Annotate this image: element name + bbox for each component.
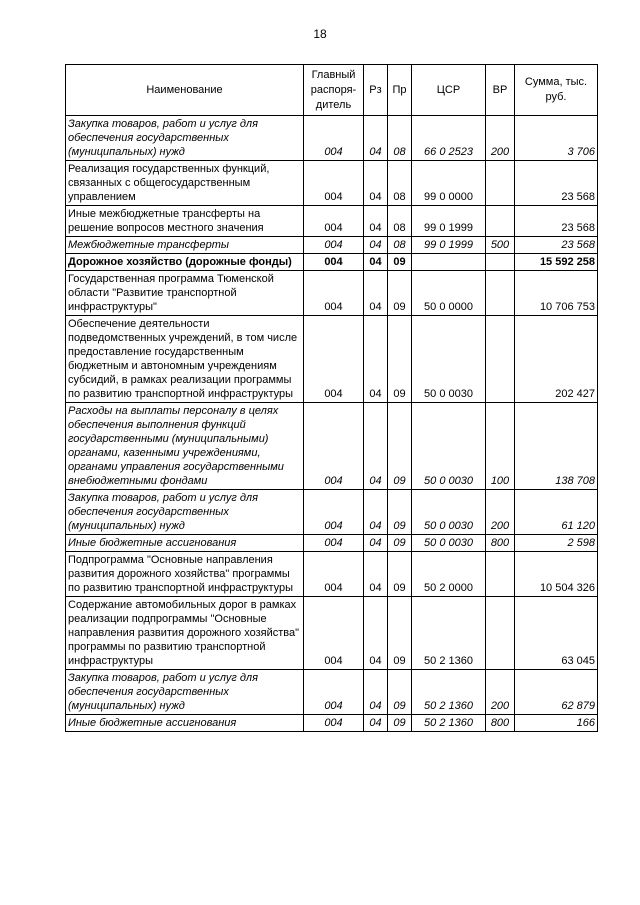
table-row (66, 403, 598, 490)
cell-rz: 04 (364, 715, 388, 732)
cell-name: Государственная программа Тюменской области "Развитие транспортной инфраструктуры" (66, 271, 304, 316)
cell-ministry: 004 (304, 715, 364, 732)
cell-ministry: 004 (304, 254, 364, 271)
cell-rz: 04 (364, 670, 388, 715)
cell-vr: 200 (486, 490, 515, 535)
cell-amount: 23 568 (515, 237, 598, 254)
cell-amount: 2 598 (515, 535, 598, 552)
cell-name: Закупка товаров, работ и услуг для обеспечения государственных (муниципальных) нужд (66, 670, 304, 715)
header-vr: ВР (486, 65, 515, 116)
cell-name: Иные бюджетные ассигнования (66, 715, 304, 732)
cell-csr: 50 0 0030 (412, 535, 486, 552)
header-csr: ЦСР (412, 65, 486, 116)
cell-vr (486, 552, 515, 597)
cell-rz: 04 (364, 161, 388, 206)
cell-vr: 800 (486, 715, 515, 732)
cell-csr: 99 0 1999 (412, 237, 486, 254)
table-row (66, 715, 598, 732)
cell-pr: 09 (388, 490, 412, 535)
cell-csr: 50 0 0030 (412, 490, 486, 535)
cell-csr: 50 2 1360 (412, 670, 486, 715)
cell-amount: 15 592 258 (515, 254, 598, 271)
cell-ministry: 004 (304, 597, 364, 670)
cell-vr: 800 (486, 535, 515, 552)
cell-amount: 62 879 (515, 670, 598, 715)
cell-vr: 500 (486, 237, 515, 254)
cell-rz: 04 (364, 597, 388, 670)
cell-rz: 04 (364, 237, 388, 254)
cell-pr: 09 (388, 535, 412, 552)
table-row (66, 271, 598, 316)
cell-pr: 08 (388, 206, 412, 237)
cell-csr: 50 2 1360 (412, 715, 486, 732)
cell-pr: 09 (388, 403, 412, 490)
cell-ministry: 004 (304, 535, 364, 552)
cell-pr: 08 (388, 116, 412, 161)
cell-csr: 50 2 1360 (412, 597, 486, 670)
cell-vr: 100 (486, 403, 515, 490)
cell-rz: 04 (364, 116, 388, 161)
cell-csr: 50 0 0030 (412, 403, 486, 490)
cell-rz: 04 (364, 403, 388, 490)
table-row (66, 254, 598, 271)
cell-name: Дорожное хозяйство (дорожные фонды) (66, 254, 304, 271)
cell-amount: 10 706 753 (515, 271, 598, 316)
cell-vr: 200 (486, 116, 515, 161)
cell-csr: 50 0 0000 (412, 271, 486, 316)
table-row (66, 552, 598, 597)
cell-name: Реализация государственных функций, связанных с общегосударственным управлением (66, 161, 304, 206)
cell-name: Подпрограмма "Основные направления развития дорожного хозяйства" программы по развитию транспортной инфраструктуры (66, 552, 304, 597)
budget-table (65, 64, 598, 732)
cell-amount: 23 568 (515, 161, 598, 206)
cell-ministry: 004 (304, 237, 364, 254)
cell-rz: 04 (364, 271, 388, 316)
table-row (66, 490, 598, 535)
cell-ministry: 004 (304, 403, 364, 490)
cell-name: Закупка товаров, работ и услуг для обеспечения государственных (муниципальных) нужд (66, 116, 304, 161)
cell-vr (486, 206, 515, 237)
cell-ministry: 004 (304, 116, 364, 161)
cell-rz: 04 (364, 316, 388, 403)
cell-vr (486, 254, 515, 271)
cell-pr: 09 (388, 670, 412, 715)
cell-amount: 3 706 (515, 116, 598, 161)
header-rz: Рз (364, 65, 388, 116)
cell-csr: 99 0 1999 (412, 206, 486, 237)
table-row (66, 670, 598, 715)
cell-name: Расходы на выплаты персоналу в целях обеспечения выполнения функций государственными (муниципальными) органами, казенными учреждениями, органами управления государственными внебюджетными фондами (66, 403, 304, 490)
cell-ministry: 004 (304, 552, 364, 597)
cell-pr: 09 (388, 715, 412, 732)
table-row (66, 116, 598, 161)
cell-name: Межбюджетные трансферты (66, 237, 304, 254)
cell-rz: 04 (364, 206, 388, 237)
cell-amount: 202 427 (515, 316, 598, 403)
page-number: 18 (313, 27, 327, 41)
cell-pr: 08 (388, 161, 412, 206)
cell-csr: 99 0 0000 (412, 161, 486, 206)
cell-amount: 138 708 (515, 403, 598, 490)
cell-csr: 66 0 2523 (412, 116, 486, 161)
cell-pr: 08 (388, 237, 412, 254)
cell-pr: 09 (388, 254, 412, 271)
table-row (66, 535, 598, 552)
header-pr: Пр (388, 65, 412, 116)
cell-ministry: 004 (304, 206, 364, 237)
header-amount: Сумма, тыс. руб. (515, 65, 598, 116)
header-row (66, 65, 598, 116)
cell-pr: 09 (388, 271, 412, 316)
cell-csr: 50 0 0030 (412, 316, 486, 403)
table-row (66, 597, 598, 670)
header-name: Наименование (66, 65, 304, 116)
cell-name: Иные межбюджетные трансферты на решение вопросов местного значения (66, 206, 304, 237)
table-row (66, 237, 598, 254)
cell-ministry: 004 (304, 316, 364, 403)
cell-rz: 04 (364, 535, 388, 552)
cell-ministry: 004 (304, 490, 364, 535)
cell-amount: 63 045 (515, 597, 598, 670)
cell-amount: 10 504 326 (515, 552, 598, 597)
cell-amount: 61 120 (515, 490, 598, 535)
cell-vr (486, 597, 515, 670)
cell-name: Иные бюджетные ассигнования (66, 535, 304, 552)
cell-csr (412, 254, 486, 271)
cell-name: Содержание автомобильных дорог в рамках реализации подпрограммы "Основные направления развития дорожного хозяйства" программы по развитию транспортной инфраструктуры (66, 597, 304, 670)
table-row (66, 316, 598, 403)
cell-pr: 09 (388, 597, 412, 670)
cell-vr (486, 316, 515, 403)
table-row (66, 161, 598, 206)
cell-amount: 23 568 (515, 206, 598, 237)
cell-vr: 200 (486, 670, 515, 715)
cell-name: Обеспечение деятельности подведомственных учреждений, в том числе предоставление государственным бюджетным и автономным учреждениям субсидий, в рамках реализации программы по развитию транспортной инфраструктуры (66, 316, 304, 403)
header-ministry: Главный распоря-дитель (304, 65, 364, 116)
cell-vr (486, 161, 515, 206)
cell-rz: 04 (364, 490, 388, 535)
cell-rz: 04 (364, 254, 388, 271)
cell-csr: 50 2 0000 (412, 552, 486, 597)
cell-ministry: 004 (304, 670, 364, 715)
cell-pr: 09 (388, 316, 412, 403)
cell-ministry: 004 (304, 161, 364, 206)
cell-amount: 166 (515, 715, 598, 732)
table-row (66, 206, 598, 237)
cell-pr: 09 (388, 552, 412, 597)
cell-rz: 04 (364, 552, 388, 597)
cell-name: Закупка товаров, работ и услуг для обеспечения государственных (муниципальных) нужд (66, 490, 304, 535)
cell-ministry: 004 (304, 271, 364, 316)
cell-vr (486, 271, 515, 316)
